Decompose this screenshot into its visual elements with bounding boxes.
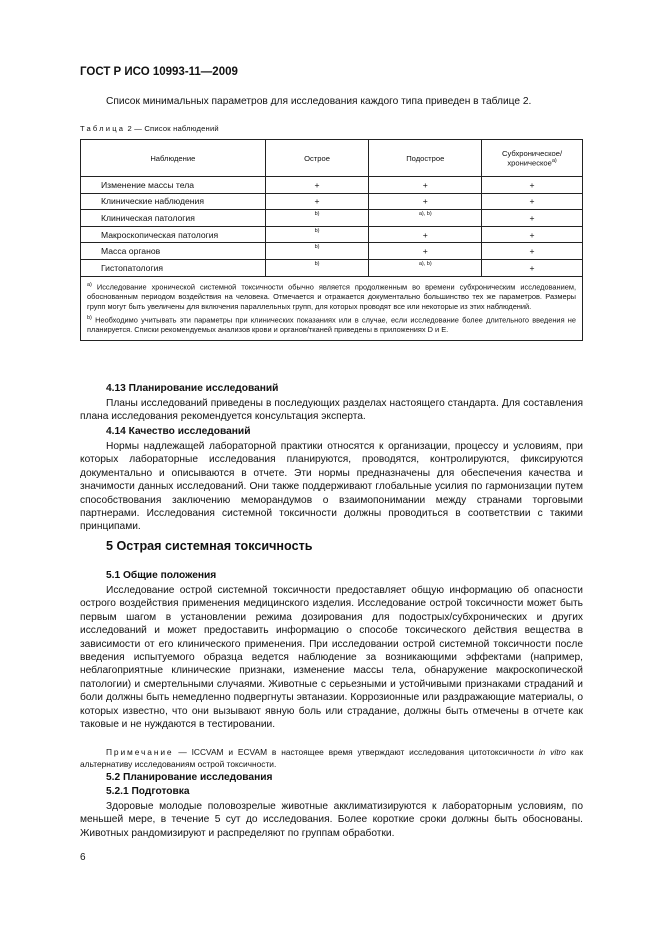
row-subacute-value bbox=[369, 193, 482, 210]
table-row bbox=[81, 177, 583, 194]
row-observation-name bbox=[81, 193, 266, 210]
cell-value: + bbox=[529, 246, 535, 257]
table-footnotes bbox=[81, 276, 583, 340]
footnote-reference: b) bbox=[314, 260, 320, 267]
section-5-1-text: Исследование острой системной токсичности предоставляет общую информацию об опасности острого воздействия применения медицинского изделия. Исследование острой токсичности может быть первым шагом в установлении режима дозирования для подострых/субхронических и других исследований и может предоставить информацию о способе токсического действия вещества в зависимости от его клинического применения. При исследовании острой системной токсичности после введения испытуемого образца ведется наблюдение за возникающими эффектами (например, неблагоприятные клинические признаки, изменение массы тела, обнаружение макроскопической патологии) и смертельными случаями. Животные с серьезными и устойчивыми признаками страданий и боли должны быть немедленно подвергнуты эвтаназии. Коррозионные или раздражающие материалы, о которых известно, что они вызывают явную боль или страдание, должны быть отмечены в отчете как таковые и не нуждаются в тестировании. bbox=[80, 585, 583, 731]
row-acute-value bbox=[265, 259, 369, 276]
table-header-row bbox=[81, 140, 583, 177]
cell-value: Масса органов bbox=[101, 246, 161, 257]
col-header-subchronic-text: Субхроническое/ хроническое bbox=[502, 148, 563, 168]
cell-value: + bbox=[529, 262, 535, 273]
row-observation-name bbox=[81, 210, 266, 227]
note-paragraph bbox=[80, 746, 583, 770]
row-acute-value bbox=[265, 210, 369, 227]
footnote-reference: a), b) bbox=[418, 211, 432, 218]
footnote-reference: a), b) bbox=[418, 260, 432, 267]
row-observation-name bbox=[81, 259, 266, 276]
footnote-b-text: Необходимо учитывать эти параметры при клинических показаниях или в случае, если исследование более длительного введения не планируется. Списки рекомендуемых анализов крови и органов/тканей приведены в приложениях D и E. bbox=[87, 315, 576, 335]
cell-value: + bbox=[529, 196, 535, 207]
cell-value: Гистопатология bbox=[101, 262, 164, 273]
row-acute-value bbox=[265, 243, 369, 260]
footnote-a bbox=[87, 280, 576, 313]
row-acute-value bbox=[265, 177, 369, 194]
row-subacute-value bbox=[369, 177, 482, 194]
row-subacute-value bbox=[369, 243, 482, 260]
row-observation-name bbox=[81, 243, 266, 260]
table-row bbox=[81, 210, 583, 227]
cell-value: + bbox=[422, 179, 428, 190]
footnote-a-text: Исследование хронической системной токсичности обычно является продолженным во времени субхроническим исследованием, обоснованным периодом воздействия на человека. Отмечается и отражается документально большинство тех же параметров. Размеры групп могут быть увеличены для включения параллельных групп, для которых проводят все или некоторые из этих наблюдений. bbox=[87, 282, 576, 312]
row-subacute-value bbox=[369, 259, 482, 276]
row-subchronic-value bbox=[482, 193, 583, 210]
cell-value: + bbox=[529, 179, 535, 190]
row-subacute-value bbox=[369, 210, 482, 227]
table-caption bbox=[80, 124, 219, 133]
row-observation-name bbox=[81, 226, 266, 243]
cell-value: + bbox=[422, 229, 428, 240]
note-text-before: — ICCVAM и ECVAM в настоящее время утверждают исследования цитотоксичности bbox=[173, 747, 539, 757]
intro-paragraph: Список минимальных параметров для исследования каждого типа приведен в таблице 2. bbox=[106, 96, 532, 107]
cell-value: Изменение массы тела bbox=[101, 179, 195, 190]
row-subchronic-value bbox=[482, 243, 583, 260]
row-subchronic-value bbox=[482, 259, 583, 276]
col-header-subchronic-footnote-mark: а) bbox=[551, 157, 557, 164]
table-footnotes-row bbox=[81, 276, 583, 340]
cell-value: + bbox=[529, 229, 535, 240]
section-4-14-heading: 4.14 Качество исследований bbox=[106, 426, 251, 437]
cell-value: Макроскопическая патология bbox=[101, 229, 219, 240]
cell-value: Клинические наблюдения bbox=[101, 196, 204, 207]
table-row bbox=[81, 259, 583, 276]
section-5-2-1-heading: 5.2.1 Подготовка bbox=[106, 786, 190, 797]
footnote-b bbox=[87, 313, 576, 336]
table-caption-text: 2 — Список наблюдений bbox=[127, 124, 219, 133]
cell-value: Клиническая патология bbox=[101, 212, 195, 223]
row-subacute-value bbox=[369, 226, 482, 243]
row-subchronic-value bbox=[482, 210, 583, 227]
row-subchronic-value bbox=[482, 177, 583, 194]
footnote-reference: b) bbox=[314, 244, 320, 251]
row-subchronic-value bbox=[482, 226, 583, 243]
observations-table bbox=[80, 139, 583, 341]
section-5-heading: 5 Острая системная токсичность bbox=[106, 539, 313, 553]
table-row bbox=[81, 243, 583, 260]
cell-value: + bbox=[314, 179, 320, 190]
section-5-2-1-text: Здоровые молодые половозрелые животные акклиматизируются к лабораторным условиям, по меньшей мере, в течение 5 сут до исследования. Более короткие сроки должны быть обоснованы. Животных рандомизируют и распределяют по группам обработки. bbox=[80, 801, 583, 839]
row-observation-name bbox=[81, 177, 266, 194]
section-5-1-heading: 5.1 Общие положения bbox=[106, 570, 217, 581]
section-4-13-text: Планы исследований приведены в последующих разделах настоящего стандарта. Для составления плана исследования рекомендуется консультация эксперта. bbox=[80, 398, 583, 423]
table-row bbox=[81, 193, 583, 210]
document-header: ГОСТ Р ИСО 10993-11—2009 bbox=[80, 66, 238, 78]
footnote-reference: b) bbox=[314, 211, 320, 218]
page-number: 6 bbox=[80, 852, 86, 863]
section-4-13-heading: 4.13 Планирование исследований bbox=[106, 383, 279, 394]
row-acute-value bbox=[265, 193, 369, 210]
note-label: Примечание bbox=[106, 747, 174, 757]
col-header-acute: Острое bbox=[265, 140, 369, 177]
footnote-b-mark: b) bbox=[87, 314, 92, 321]
col-header-subacute: Подострое bbox=[369, 140, 482, 177]
table-caption-label: Таблица bbox=[80, 124, 126, 133]
section-5-2-heading: 5.2 Планирование исследования bbox=[106, 772, 273, 783]
col-header-subchronic bbox=[482, 140, 583, 177]
section-4-14-text: Нормы надлежащей лабораторной практики относятся к организации, процессу и условиям, при которых лабораторные исследования планируются, проводятся, контролируются, фиксируются документально и описываются в отчете. Эти нормы предназначены для обеспечения качества и значимости данных исследований. Они также поддерживают глобальные усилия по гармонизации путем способствования заключению меморандумов о взаимопонимании между странами торговыми партнерами. Исследования системной токсичности должны проводиться в соответствии с такими принципами. bbox=[80, 441, 583, 533]
cell-value: + bbox=[529, 212, 535, 223]
note-italic: in vitro bbox=[538, 747, 566, 757]
cell-value: + bbox=[422, 196, 428, 207]
cell-value: + bbox=[314, 196, 320, 207]
footnote-reference: b) bbox=[314, 227, 320, 234]
col-header-observation: Наблюдение bbox=[81, 140, 266, 177]
row-acute-value bbox=[265, 226, 369, 243]
note-text-after: как альтернативу исследованиям острой токсичности. bbox=[80, 747, 583, 769]
footnote-a-mark: а) bbox=[87, 281, 92, 288]
cell-value: + bbox=[422, 246, 428, 257]
table-row bbox=[81, 226, 583, 243]
